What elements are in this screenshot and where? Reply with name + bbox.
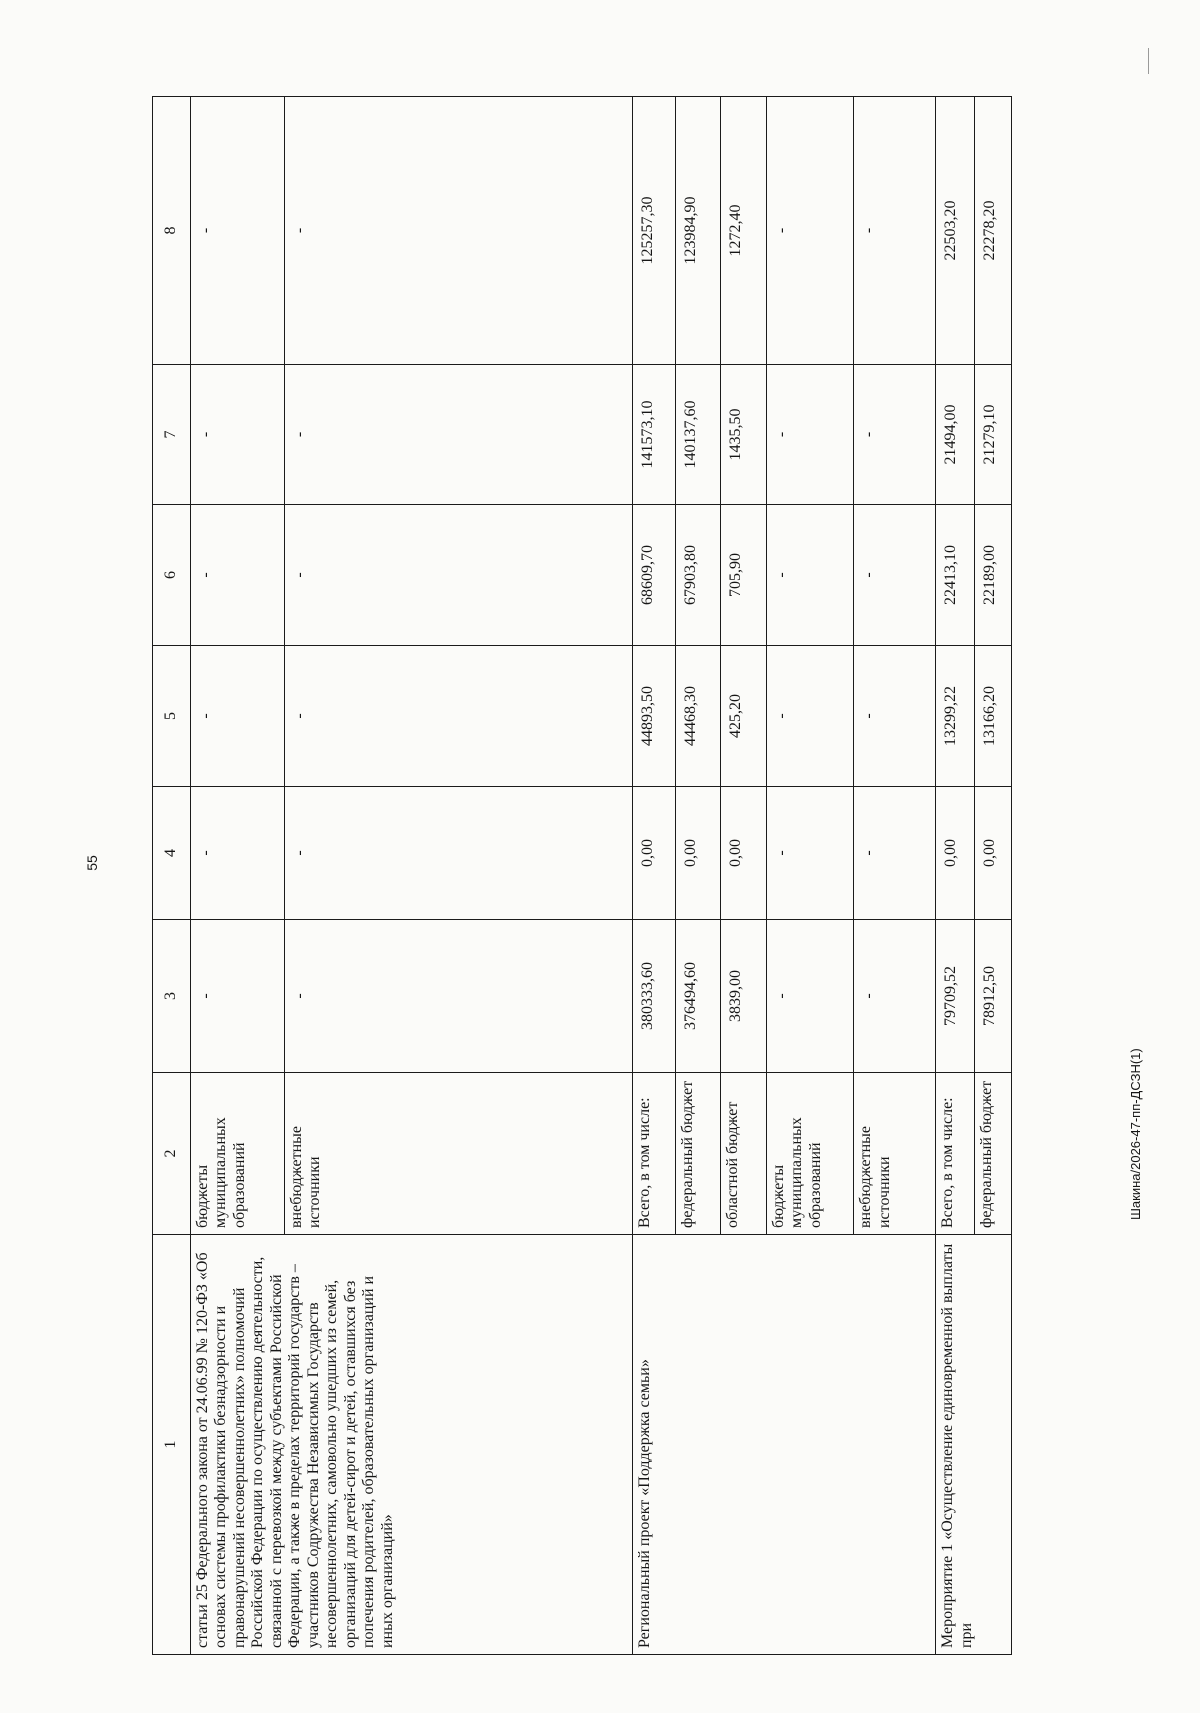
value-cell: - <box>284 365 632 505</box>
value-cell: - <box>190 920 284 1073</box>
value-cell: 0,00 <box>975 787 1012 920</box>
value-cell: - <box>190 505 284 646</box>
value-cell: - <box>284 787 632 920</box>
value-cell: 44468,30 <box>675 646 720 787</box>
value-cell: 125257,30 <box>632 97 675 365</box>
header-cell: 6 <box>153 505 191 646</box>
header-row <box>153 97 191 1655</box>
value-cell: 0,00 <box>936 787 975 920</box>
measure-description: Мероприятие 1 «Осуществление единовременной выплаты при <box>936 1235 1012 1655</box>
value-cell: - <box>284 505 632 646</box>
header-cell: 1 <box>153 1235 191 1655</box>
value-cell: - <box>854 920 936 1073</box>
value-cell: - <box>766 920 854 1073</box>
value-cell: - <box>854 97 936 365</box>
value-cell: 0,00 <box>675 787 720 920</box>
value-cell: - <box>284 97 632 365</box>
value-cell: 140137,60 <box>675 365 720 505</box>
measure-description: статьи 25 Федерального закона от 24.06.99 № 120-ФЗ «Об основах системы профилактики безнадзорности и правонарушений несовершеннолетних» полномочий Российской Федерации по осуществлению деятельности, связанной с перевозкой между субъектами Российской Федерации, а также в пределах территорий государств – участников Содружества Независимых Государств несовершеннолетних, самовольно ушедших из семей, организаций для детей-сирот и детей, оставшихся без попечения родителей, образовательных организаций и иных организаций» <box>190 1235 632 1655</box>
value-cell: 141573,10 <box>632 365 675 505</box>
value-cell: - <box>854 365 936 505</box>
header-cell: 3 <box>153 920 191 1073</box>
table-row <box>632 97 675 1655</box>
project-description: Региональный проект «Поддержка семьи» <box>632 1235 936 1655</box>
value-cell: 0,00 <box>632 787 675 920</box>
header-cell: 5 <box>153 646 191 787</box>
value-cell: 67903,80 <box>675 505 720 646</box>
value-cell: - <box>190 97 284 365</box>
header-cell: 8 <box>153 97 191 365</box>
value-cell: - <box>284 646 632 787</box>
funding-source: бюджеты муниципальных образований <box>190 1073 284 1235</box>
funding-source: федеральный бюджет <box>675 1073 720 1235</box>
funding-source: Всего, в том числе: <box>936 1073 975 1235</box>
value-cell: - <box>284 920 632 1073</box>
value-cell: 425,20 <box>720 646 766 787</box>
value-cell: 68609,70 <box>632 505 675 646</box>
funding-source: Всего, в том числе: <box>632 1073 675 1235</box>
header-cell: 2 <box>153 1073 191 1235</box>
funding-source: областной бюджет <box>720 1073 766 1235</box>
page-number: 55 <box>83 855 100 871</box>
scan-mark <box>1148 48 1149 74</box>
value-cell: - <box>190 787 284 920</box>
value-cell: 79709,52 <box>936 920 975 1073</box>
funding-source: федеральный бюджет <box>975 1073 1012 1235</box>
value-cell: 0,00 <box>720 787 766 920</box>
table-row <box>190 97 284 1655</box>
budget-table <box>152 96 1012 1655</box>
value-cell: 376494,60 <box>675 920 720 1073</box>
rotated-table-container <box>152 97 1012 1655</box>
value-cell: 123984,90 <box>675 97 720 365</box>
value-cell: - <box>766 787 854 920</box>
value-cell: - <box>854 787 936 920</box>
value-cell: 705,90 <box>720 505 766 646</box>
value-cell: 78912,50 <box>975 920 1012 1073</box>
header-cell: 7 <box>153 365 191 505</box>
value-cell: 1435,50 <box>720 365 766 505</box>
value-cell: 1272,40 <box>720 97 766 365</box>
value-cell: 22189,00 <box>975 505 1012 646</box>
value-cell: 22413,10 <box>936 505 975 646</box>
funding-source: внебюджетные источники <box>854 1073 936 1235</box>
value-cell: 380333,60 <box>632 920 675 1073</box>
funding-source: внебюджетные источники <box>284 1073 632 1235</box>
document-code: Шакина/2026-47-пп-ДСЗН(1) <box>1128 1048 1143 1220</box>
value-cell: - <box>190 646 284 787</box>
value-cell: 44893,50 <box>632 646 675 787</box>
value-cell: 21494,00 <box>936 365 975 505</box>
value-cell: 13299,22 <box>936 646 975 787</box>
value-cell: - <box>766 97 854 365</box>
value-cell: 13166,20 <box>975 646 1012 787</box>
value-cell: 22503,20 <box>936 97 975 365</box>
funding-source: бюджеты муниципальных образований <box>766 1073 854 1235</box>
value-cell: - <box>190 365 284 505</box>
value-cell: 21279,10 <box>975 365 1012 505</box>
value-cell: 3839,00 <box>720 920 766 1073</box>
value-cell: - <box>766 646 854 787</box>
value-cell: - <box>766 365 854 505</box>
value-cell: - <box>854 505 936 646</box>
value-cell: - <box>854 646 936 787</box>
value-cell: - <box>766 505 854 646</box>
value-cell: 22278,20 <box>975 97 1012 365</box>
header-cell: 4 <box>153 787 191 920</box>
table-row <box>936 97 975 1655</box>
